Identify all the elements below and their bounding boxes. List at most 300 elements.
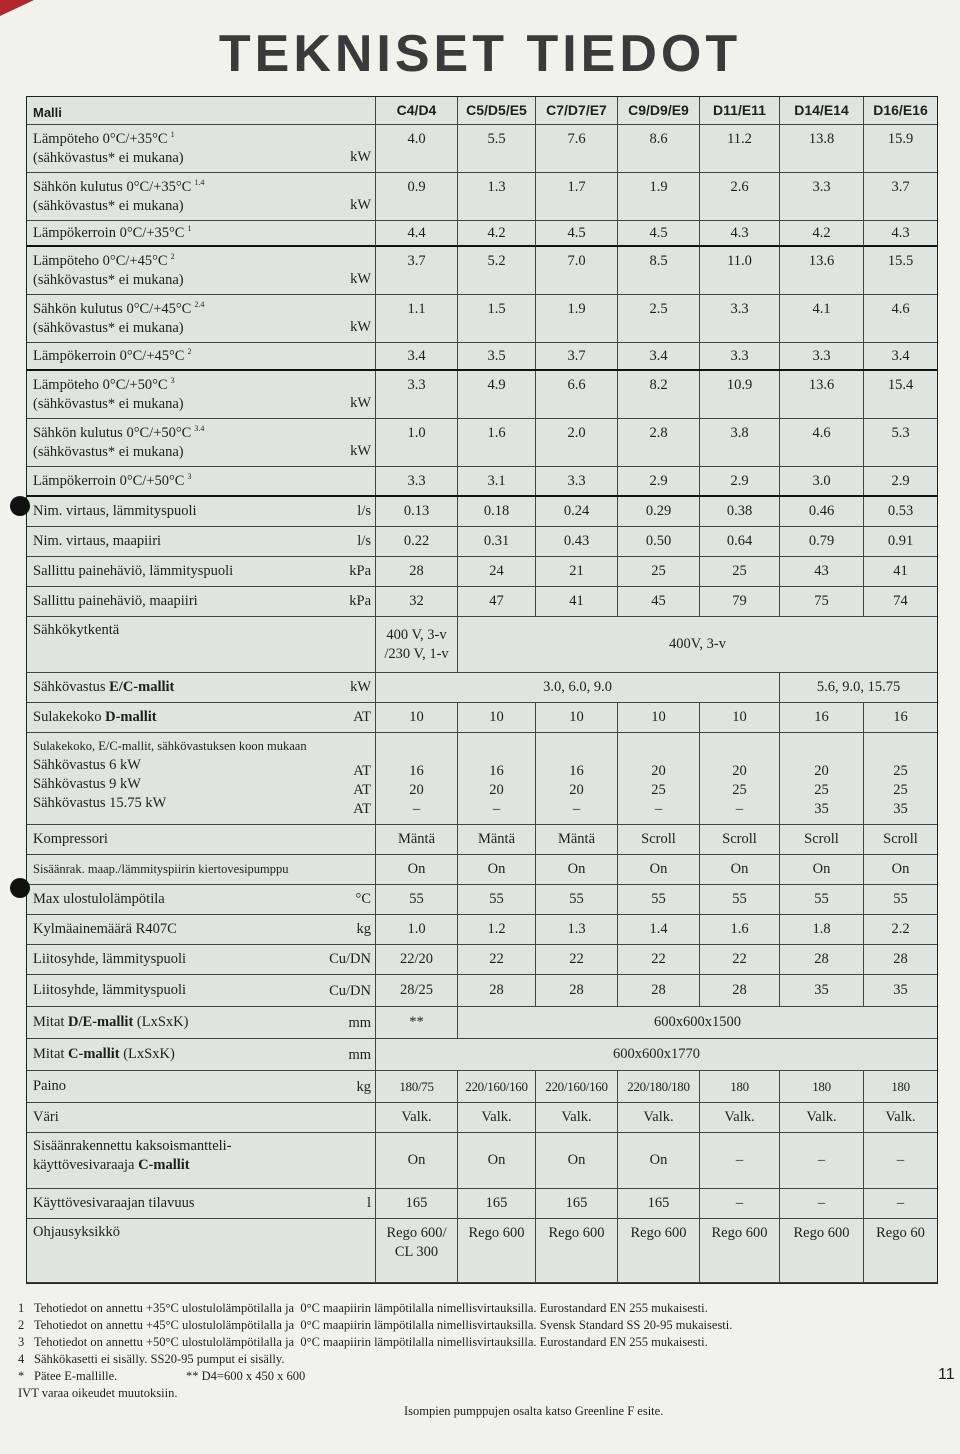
value-text: 1.6 (487, 425, 506, 441)
value-text: 0.50 (645, 533, 672, 549)
value-text: 10 (651, 709, 666, 725)
unit-text: kW (350, 149, 371, 165)
value-text: 8.5 (649, 253, 668, 269)
value-text: On (567, 861, 586, 877)
unit-text: l/s (357, 533, 371, 549)
unit-text: AT (353, 763, 371, 779)
value-text: 400 V, 3-v (386, 626, 447, 643)
value-text: 4.3 (730, 225, 749, 241)
value-cell (535, 587, 617, 616)
unit-text: Cu/DN (329, 983, 371, 999)
value-text: 1.3 (567, 921, 586, 937)
value-text: 28 (893, 951, 908, 967)
unit-text: kW (350, 271, 371, 287)
value-text: 28 (569, 982, 584, 998)
value-text: – (896, 1195, 905, 1211)
double-star-text: D4=600 x 450 x 600 (201, 1369, 306, 1383)
value-text: 3.7 (891, 179, 910, 195)
footnote-ref: 2 (187, 346, 192, 356)
label-text: Lämpökerroin 0°C/+35°C (33, 225, 185, 241)
value-cell (535, 1133, 617, 1188)
value-cell (699, 371, 779, 418)
value-text: 35 (893, 982, 908, 998)
value-text: 0.53 (887, 503, 914, 519)
value-cell (457, 975, 535, 1006)
value-cell (863, 825, 937, 854)
value-cell (375, 587, 457, 616)
label-text: Sulakekoko, E/C-mallit, sähkövastuksen koon mukaan (33, 739, 307, 753)
value-cell (535, 247, 617, 294)
row-label (27, 1219, 327, 1282)
footnote (18, 1351, 918, 1368)
table-row (27, 1007, 937, 1039)
value-text: 20 (814, 763, 829, 779)
value-cell (457, 527, 535, 556)
value-text: 3.5 (487, 347, 506, 364)
value-cell (457, 557, 535, 586)
row-unit (327, 915, 375, 944)
value-text: 3.4 (891, 347, 910, 364)
value-text: 3.7 (407, 253, 426, 269)
value-text: Valk. (643, 1109, 674, 1125)
label-text: Mitat (33, 1014, 69, 1030)
value-text: 3.0 (812, 472, 831, 489)
value-text: 15.9 (887, 131, 914, 147)
unit-text: kW (350, 443, 371, 459)
label-line (33, 1045, 323, 1064)
label-line (33, 178, 323, 197)
value-cell (699, 221, 779, 246)
value-cell (699, 247, 779, 294)
label-line (33, 920, 323, 939)
table-row (27, 295, 937, 343)
label-text: Sisäänrakennettu kaksoismantteli- (33, 1138, 232, 1154)
binder-hole (10, 496, 30, 516)
value-text: – (654, 801, 663, 817)
value-text: 4.5 (567, 225, 586, 241)
label-text: D-mallit (105, 709, 157, 725)
label-line (33, 950, 323, 969)
value-text: 24 (489, 563, 504, 579)
unit-text: Cu/DN (329, 951, 371, 967)
value-cell (863, 419, 937, 466)
value-cell (375, 885, 457, 914)
row-label (27, 1071, 327, 1102)
value-cell (617, 371, 699, 418)
value-cell (863, 557, 937, 586)
value-text: 47 (489, 593, 504, 609)
value-cell (535, 221, 617, 246)
label-line (33, 562, 323, 581)
value-text: 20 (732, 763, 747, 779)
label-line (33, 149, 323, 168)
value-cell (375, 617, 457, 672)
value-text: – (572, 801, 581, 817)
double-star-mark: ** (186, 1369, 199, 1383)
rights-note (18, 1385, 918, 1402)
value-text: 0.9 (407, 179, 426, 195)
value-cell (779, 371, 863, 418)
value-cell (457, 419, 535, 466)
row-label (27, 343, 327, 369)
row-label (27, 915, 327, 944)
value-cell (457, 825, 535, 854)
value-text: Valk. (561, 1109, 592, 1125)
table-row (27, 371, 937, 419)
value-cell (617, 419, 699, 466)
value-text: 15.5 (887, 253, 914, 269)
value-text: 1.8 (812, 921, 831, 937)
footnote (18, 1317, 918, 1334)
row-label (27, 673, 327, 702)
value-text: – (817, 1195, 826, 1211)
row-unit (327, 945, 375, 974)
value-text: 600x600x1500 (654, 1014, 741, 1030)
value-text: 20 (569, 782, 584, 798)
value-text: 3.3 (407, 472, 426, 489)
value-text: 28 (409, 563, 424, 579)
value-text: 1.0 (407, 425, 426, 441)
value-text: 3.4 (407, 347, 426, 364)
label-line (33, 1013, 323, 1032)
row-unit (327, 617, 375, 672)
value-text: 3.7 (567, 347, 586, 364)
value-cell (617, 855, 699, 884)
value-cell (375, 371, 457, 418)
model-header: D11/E11 (699, 97, 779, 124)
value-cell (699, 173, 779, 220)
table-row (27, 497, 937, 527)
value-text: Rego 600 (793, 1225, 850, 1241)
table-row (27, 343, 937, 371)
label-text: D/E-mallit (68, 1014, 134, 1030)
value-cell (535, 975, 617, 1006)
value-text: 32 (409, 593, 424, 609)
footnotes (18, 1300, 918, 1402)
label-line (33, 981, 323, 1000)
value-text: 2.6 (730, 179, 749, 195)
unit-text: kW (350, 395, 371, 411)
value-cell (617, 1071, 699, 1102)
footnote-ref: 2 (170, 251, 175, 261)
model-header: C5/D5/E5 (457, 97, 535, 124)
value-cell (375, 295, 457, 342)
unit-text: AT (353, 801, 371, 817)
value-text: 3.4 (649, 347, 668, 364)
value-text: 4.2 (812, 225, 831, 241)
value-text: ** (409, 1014, 424, 1030)
row-unit (327, 247, 375, 294)
value-cell (617, 221, 699, 246)
row-unit (327, 825, 375, 854)
label-line (33, 708, 323, 727)
value-text: 45 (651, 593, 666, 609)
label-line (33, 830, 323, 849)
value-cell (535, 855, 617, 884)
value-cell (375, 855, 457, 884)
row-unit (327, 855, 375, 884)
label-line (33, 756, 323, 775)
value-cell (375, 1219, 457, 1282)
label-line (33, 678, 323, 697)
row-unit (327, 1219, 375, 1282)
value-text: 220/180/180 (627, 1079, 690, 1094)
value-text: CL 300 (394, 1244, 439, 1260)
value-cell (699, 1219, 779, 1282)
value-text: 22 (732, 951, 747, 967)
row-label (27, 1007, 327, 1038)
value-cell (617, 557, 699, 586)
value-text: 220/160/160 (465, 1079, 528, 1094)
row-unit (327, 587, 375, 616)
value-text: 180 (730, 1079, 749, 1094)
row-unit (327, 1039, 375, 1070)
label-text: Lämpöteho 0°C/+45°C (33, 252, 168, 269)
model-header: C7/D7/E7 (535, 97, 617, 124)
value-cell (779, 295, 863, 342)
value-text: 74 (893, 593, 908, 609)
label-text: Lämpöteho 0°C/+35°C (33, 130, 168, 147)
value-text: 41 (893, 563, 908, 579)
value-cell (617, 587, 699, 616)
value-cell (699, 1103, 779, 1132)
label-text: Kylmäainemäärä R407C (33, 921, 177, 937)
value-text: 75 (814, 593, 829, 609)
value-cell (699, 1071, 779, 1102)
label-line (33, 347, 323, 366)
value-cell (617, 295, 699, 342)
table-row (27, 247, 937, 295)
value-text: 2.5 (649, 301, 668, 317)
value-text: 400V, 3-v (669, 636, 726, 652)
value-text: 10 (569, 709, 584, 725)
value-text: On (407, 1152, 426, 1168)
value-cell (863, 703, 937, 732)
value-cell (375, 1071, 457, 1102)
value-text: 220/160/160 (545, 1079, 608, 1094)
unit-text: kPa (349, 563, 371, 579)
value-text: Rego 60 (876, 1225, 925, 1241)
value-text: 4.1 (812, 301, 831, 317)
value-text: 1.4 (649, 921, 668, 937)
value-text: 600x600x1770 (613, 1046, 700, 1062)
value-text: 165 (565, 1195, 588, 1211)
label-line (33, 197, 323, 216)
row-unit (327, 673, 375, 702)
value-cell (457, 1133, 535, 1188)
value-text: 28/25 (399, 982, 434, 998)
label-line (33, 502, 323, 521)
row-label (27, 419, 327, 466)
value-text: On (649, 861, 668, 877)
value-text: 28 (732, 982, 747, 998)
value-cell (699, 1189, 779, 1218)
label-line (33, 621, 323, 640)
value-text: 0.22 (403, 533, 430, 549)
table-row (27, 221, 937, 247)
value-text: On (487, 1152, 506, 1168)
value-text: Valk. (885, 1109, 916, 1125)
value-cell (863, 247, 937, 294)
value-text: 0.64 (726, 533, 753, 549)
unit-text: kW (350, 197, 371, 213)
value-cell (699, 527, 779, 556)
label-line (33, 130, 323, 149)
double-star-note (186, 1368, 305, 1385)
value-text: 180 (891, 1079, 910, 1094)
value-text: 3.3 (812, 347, 831, 364)
label-text: (sähkövastus* ei mukana) (33, 443, 184, 460)
value-text: 0.79 (808, 533, 835, 549)
value-cell (779, 855, 863, 884)
value-text: 28 (814, 951, 829, 967)
value-cell (779, 527, 863, 556)
table-row (27, 1219, 937, 1283)
value-text: 165 (647, 1195, 670, 1211)
model-header: C9/D9/E9 (617, 97, 699, 124)
value-cell (617, 125, 699, 172)
label-line (33, 1137, 323, 1156)
value-cell (699, 885, 779, 914)
value-cell (457, 945, 535, 974)
value-text: Mäntä (557, 831, 596, 847)
value-cell (617, 885, 699, 914)
value-cell (375, 1039, 937, 1070)
label-line (33, 1156, 323, 1175)
footnote-text: Tehotiedot on annettu +35°C ulostulolämpötilalla ja 0°C maapiirin lämpötilalla nimellisvirtauksilla. Eurostandard EN 255 mukaisesti. (34, 1301, 708, 1315)
value-text: 16 (893, 709, 908, 725)
value-cell (863, 945, 937, 974)
value-text: – (735, 1152, 744, 1168)
label-text: käyttövesivaraaja (33, 1157, 139, 1173)
value-text: 0.29 (645, 503, 672, 519)
value-cell (699, 945, 779, 974)
value-text: 165 (405, 1195, 428, 1211)
value-cell (699, 1133, 779, 1188)
value-cell (699, 125, 779, 172)
value-cell (457, 1103, 535, 1132)
value-text: 4.3 (891, 225, 910, 241)
value-cell (699, 975, 779, 1006)
row-unit (327, 173, 375, 220)
value-text: 180 (812, 1079, 831, 1094)
label-text: Väri (33, 1109, 59, 1125)
label-text: (sähkövastus* ei mukana) (33, 319, 184, 336)
value-cell (779, 1071, 863, 1102)
value-cell (375, 247, 457, 294)
label-text: (sähkövastus* ei mukana) (33, 271, 184, 288)
value-text: 55 (409, 891, 424, 907)
value-text: 1.7 (567, 179, 586, 195)
value-text: Valk. (724, 1109, 755, 1125)
value-cell (779, 557, 863, 586)
row-label (27, 371, 327, 418)
label-text: Nim. virtaus, maapiiri (33, 533, 162, 549)
value-cell (699, 295, 779, 342)
value-text: 8.2 (649, 377, 668, 393)
value-cell (863, 885, 937, 914)
value-cell (863, 343, 937, 369)
value-cell (699, 557, 779, 586)
footnote-ref: 3 (170, 375, 175, 385)
row-unit (327, 1103, 375, 1132)
footnote (18, 1334, 918, 1351)
value-cell (617, 343, 699, 369)
value-cell (863, 915, 937, 944)
value-cell (457, 467, 535, 495)
value-cell (375, 1007, 457, 1038)
value-cell (617, 733, 699, 824)
value-cell (779, 915, 863, 944)
label-text: Sähkövastus 15.75 kW (33, 795, 167, 811)
value-cell (375, 343, 457, 369)
row-unit (327, 557, 375, 586)
value-cell (779, 497, 863, 526)
value-text: 4.4 (407, 225, 426, 241)
value-text: 28 (489, 982, 504, 998)
footnote (18, 1368, 918, 1385)
value-cell (375, 497, 457, 526)
value-text: 25 (893, 782, 908, 798)
table-row (27, 703, 937, 733)
label-text: Sähkövastus (33, 679, 110, 695)
row-unit (327, 1189, 375, 1218)
value-cell (699, 825, 779, 854)
value-cell (375, 915, 457, 944)
value-text: 21 (569, 563, 584, 579)
label-text: Sähkövastus 6 kW (33, 757, 141, 773)
footnote-ref: 1.4 (194, 177, 205, 187)
table-row (27, 467, 937, 497)
footnote-text: Tehotiedot on annettu +45°C ulostulolämpötilalla ja 0°C maapiirin lämpötilalla nimellisvirtauksilla. Svensk Standard SS 20-95 mukaisesti. (34, 1318, 733, 1332)
value-text: 4.2 (487, 225, 506, 241)
value-text: 25 (651, 782, 666, 798)
row-label (27, 703, 327, 732)
value-cell (779, 673, 937, 702)
value-cell (457, 497, 535, 526)
table-row (27, 855, 937, 885)
value-cell (457, 915, 535, 944)
value-text: 35 (814, 982, 829, 998)
label-text: Lämpöteho 0°C/+50°C (33, 376, 168, 393)
value-cell (617, 1103, 699, 1132)
footnote-number: 1 (18, 1301, 25, 1315)
value-text: 16 (409, 763, 424, 779)
value-cell (779, 1133, 863, 1188)
value-text: 35 (893, 801, 908, 817)
value-cell (779, 221, 863, 246)
value-cell (617, 915, 699, 944)
value-text: Rego 600/ (386, 1225, 447, 1241)
binding-edge (0, 0, 34, 16)
value-cell (863, 855, 937, 884)
value-cell (863, 587, 937, 616)
value-text: 16 (814, 709, 829, 725)
value-text: Rego 600 (468, 1225, 525, 1241)
value-cell (457, 371, 535, 418)
value-text: – (412, 801, 421, 817)
value-cell (457, 855, 535, 884)
label-text: C-mallit (68, 1046, 120, 1062)
value-cell (535, 703, 617, 732)
value-cell (699, 733, 779, 824)
value-text: On (730, 861, 749, 877)
label-line (33, 592, 323, 611)
table-row (27, 885, 937, 915)
value-cell (863, 125, 937, 172)
binder-hole (10, 878, 30, 898)
value-cell (457, 1189, 535, 1218)
